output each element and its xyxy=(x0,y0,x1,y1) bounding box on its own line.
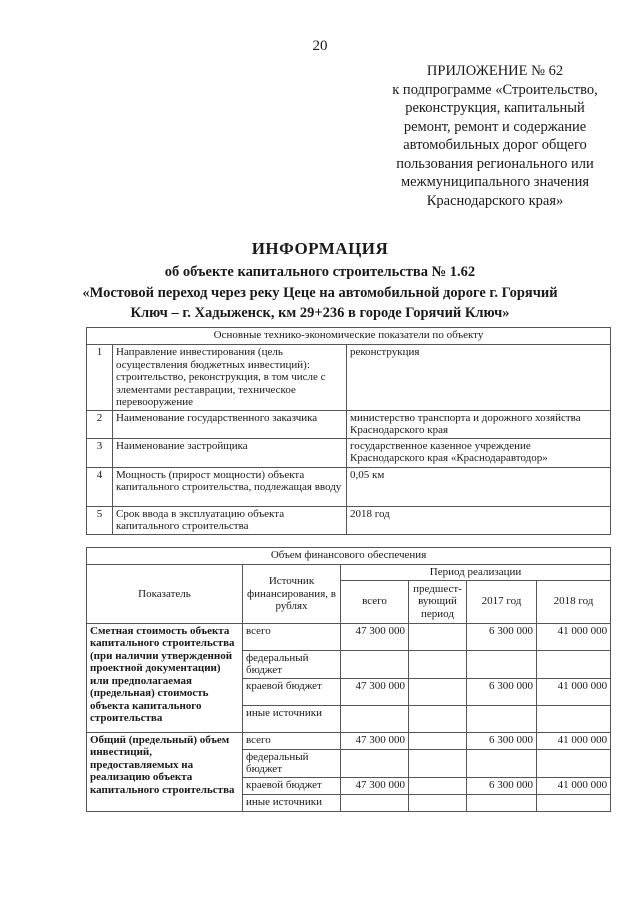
table-row xyxy=(87,410,611,438)
col-indicator-header: Показатель xyxy=(87,565,243,624)
source-cell: всего xyxy=(243,732,341,749)
col-source-header: Источник финансирования, в рублях xyxy=(243,565,341,624)
appendix-line: автомобильных дорог общего xyxy=(403,137,587,153)
source-cell: иные источники xyxy=(243,705,341,732)
table-row xyxy=(87,623,611,650)
source-cell: краевой бюджет xyxy=(243,678,341,705)
table-row xyxy=(87,506,611,534)
object-name-line: «Мостовой переход через реку Цеце на автомобильной дороге г. Горячий xyxy=(82,285,558,301)
source-cell: всего xyxy=(243,623,341,650)
appendix-block xyxy=(385,62,605,210)
total-cell xyxy=(341,749,409,777)
source-cell: федеральный бюджет xyxy=(243,650,341,678)
source-cell: краевой бюджет xyxy=(243,777,341,794)
total-cell xyxy=(341,705,409,732)
appendix-line: Краснодарского края» xyxy=(426,192,564,209)
row-value: 2018 год xyxy=(347,506,611,534)
row-value: министерство транспорта и дорожного хозяйства Краснодарского края xyxy=(347,410,611,438)
tech-table-header: Основные технико-экономические показатели по объекту xyxy=(87,328,611,345)
prev-cell xyxy=(409,623,467,650)
y2018-cell: 41 000 000 xyxy=(537,777,611,794)
row-number: 4 xyxy=(87,467,113,506)
row-number: 3 xyxy=(87,438,113,467)
row-label: Мощность (прирост мощности) объекта капитального строительства, подлежащая вводу xyxy=(113,467,347,506)
y2017-cell: 6 300 000 xyxy=(467,678,537,705)
document-title: ИНФОРМАЦИЯ xyxy=(251,239,389,258)
total-cell xyxy=(341,650,409,678)
prev-cell xyxy=(409,650,467,678)
appendix-line: ремонт, ремонт и содержание xyxy=(403,118,587,135)
y2017-cell xyxy=(467,705,537,732)
tech-indicators-table xyxy=(86,327,611,535)
total-cell: 47 300 000 xyxy=(341,678,409,705)
y2018-cell: 41 000 000 xyxy=(537,623,611,650)
row-label: Срок ввода в эксплуатацию объекта капитального строительства xyxy=(113,506,347,534)
appendix-line: к подпрограмме «Строительство, xyxy=(392,81,598,98)
table-row xyxy=(87,438,611,467)
prev-cell xyxy=(409,732,467,749)
total-cell: 47 300 000 xyxy=(341,732,409,749)
y2017-cell: 6 300 000 xyxy=(467,732,537,749)
row-value: 0,05 км xyxy=(347,467,611,506)
row-number: 2 xyxy=(87,410,113,438)
col-total-header: всего xyxy=(341,580,409,623)
y2018-cell xyxy=(537,705,611,732)
appendix-line: пользования регионального или xyxy=(396,155,594,172)
row-value: реконструкция xyxy=(347,345,611,411)
total-cell: 47 300 000 xyxy=(341,623,409,650)
col-period-header: Период реализации xyxy=(341,565,611,581)
y2018-cell xyxy=(537,794,611,811)
prev-cell xyxy=(409,678,467,705)
row-label: Направление инвестирования (цель осуществления бюджетных инвестиций): строительство, реконструкция, в том числе с элементами реставрации, техническое перевооружение xyxy=(113,345,347,411)
appendix-line: реконструкция, капитальный xyxy=(405,100,585,116)
y2017-cell xyxy=(467,650,537,678)
y2018-cell xyxy=(537,749,611,777)
row-number: 5 xyxy=(87,506,113,534)
y2018-cell: 41 000 000 xyxy=(537,678,611,705)
y2018-cell xyxy=(537,650,611,678)
row-value: государственное казенное учреждение Краснодарского края «Краснодаравтодор» xyxy=(347,438,611,467)
col-prev-header: предшест-вующий период xyxy=(409,580,467,623)
prev-cell xyxy=(409,777,467,794)
table-row xyxy=(87,732,611,749)
table-row xyxy=(87,467,611,506)
total-cell xyxy=(341,794,409,811)
col-2017-header: 2017 год xyxy=(467,580,537,623)
prev-cell xyxy=(409,749,467,777)
row-label: Наименование государственного заказчика xyxy=(113,410,347,438)
y2018-cell: 41 000 000 xyxy=(537,732,611,749)
source-cell: иные источники xyxy=(243,794,341,811)
prev-cell xyxy=(409,794,467,811)
document-heading xyxy=(60,237,580,323)
y2017-cell xyxy=(467,749,537,777)
source-cell: федеральный бюджет xyxy=(243,749,341,777)
total-cell: 47 300 000 xyxy=(341,777,409,794)
object-name-line: Ключ – г. Хадыженск, км 29+236 в городе Горячий Ключ» xyxy=(130,305,510,321)
financing-table xyxy=(86,547,611,812)
financing-table-header: Объем финансового обеспечения xyxy=(87,548,611,565)
table-row xyxy=(87,345,611,411)
page-number: 20 xyxy=(312,38,328,54)
appendix-title: ПРИЛОЖЕНИЕ № 62 xyxy=(426,63,564,79)
appendix-line: межмуниципального значения xyxy=(401,174,589,190)
y2017-cell: 6 300 000 xyxy=(467,777,537,794)
row-label: Наименование застройщика xyxy=(113,438,347,467)
y2017-cell xyxy=(467,794,537,811)
row-number: 1 xyxy=(87,345,113,411)
prev-cell xyxy=(409,705,467,732)
indicator-label: Общий (предельный) объем инвестиций, предоставляемых на реализацию объекта капитального строительства xyxy=(87,732,243,811)
col-2018-header: 2018 год xyxy=(537,580,611,623)
document-subtitle: об объекте капитального строительства № 1.62 xyxy=(164,264,476,280)
y2017-cell: 6 300 000 xyxy=(467,623,537,650)
indicator-label: Сметная стоимость объекта капитального строительства (при наличии утвержденной проектной документации) или предполагаемая (предельная) стоимость объекта капитального строительства xyxy=(87,623,243,732)
